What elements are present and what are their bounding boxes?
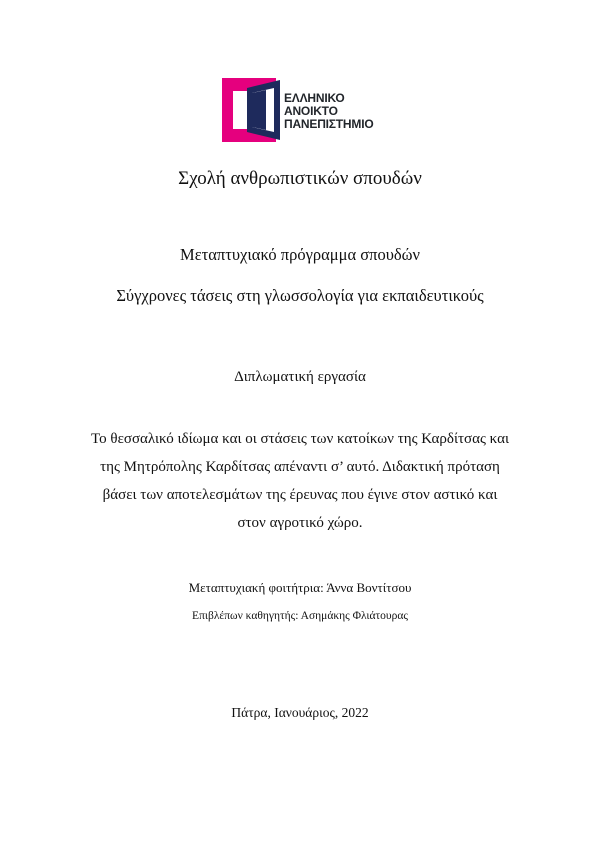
university-name-line-3: ΠΑΝΕΠΙΣΤΗΜΙΟ [284,117,374,131]
thesis-title-line-1: Το θεσσαλικό ιδίωμα και οι στάσεις των κατοίκων της Καρδίτσας και [91,431,509,447]
specialty-name: Σύγχρονες τάσεις στη γλωσσολογία για εκπαιδευτικούς [116,286,484,305]
university-name-line-2: ΑΝΟΙΚΤΟ [284,104,338,118]
place-date: Πάτρα, Ιανουάριος, 2022 [231,705,369,720]
program-name: Μεταπτυχιακό πρόγραμμα σπουδών [180,245,420,264]
thesis-title-line-2: της Μητρόπολης Καρδίτσας απέναντι σ’ αυτό. Διδακτική πρόταση [100,459,500,475]
supervisor-name: Επιβλέπων καθηγητής: Ασημάκης Φλιάτουρας [192,610,408,622]
thesis-type: Διπλωματική εργασία [234,369,366,385]
university-logo [222,78,382,142]
thesis-title-line-3: βάσει των αποτελεσμάτων της έρευνας που έγινε στον αστικό και [102,487,498,503]
thesis-title [60,425,540,537]
university-logo-icon [222,78,286,142]
university-name-line-1: ΕΛΛΗΝΙΚΟ [284,91,345,105]
student-name: Μεταπτυχιακή φοιτήτρια: Άννα Βοντίτσου [188,580,412,595]
school-name: Σχολή ανθρωπιστικών σπουδών [178,168,422,189]
university-name [284,92,373,131]
thesis-title-line-4: στον αγροτικό χώρο. [237,515,363,531]
